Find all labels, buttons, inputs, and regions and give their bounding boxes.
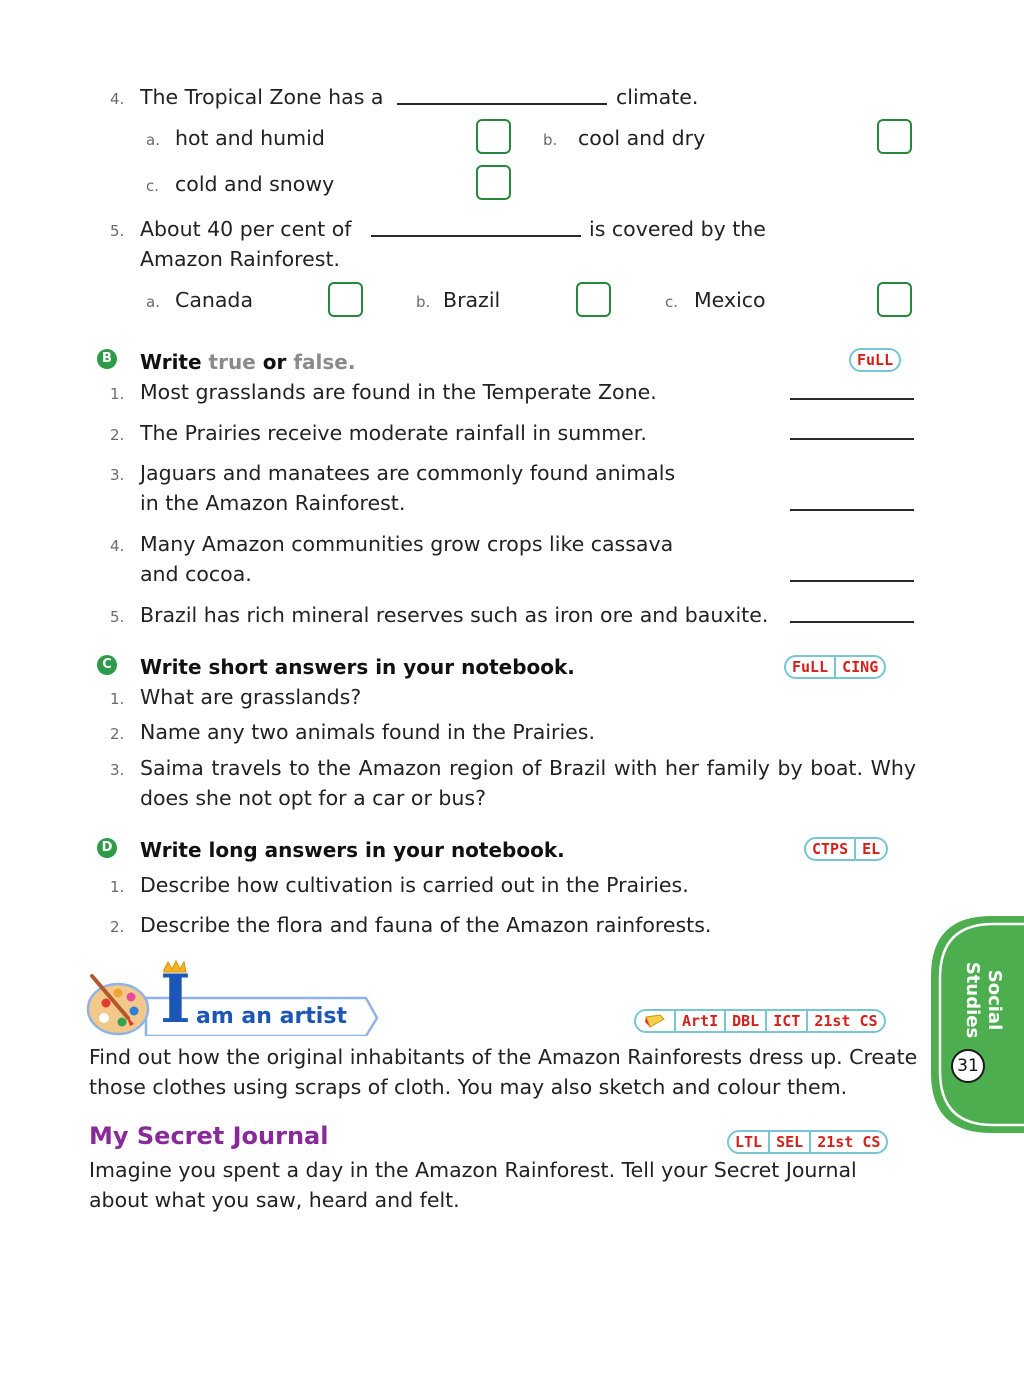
artist-text-line2: those clothes using scraps of cloth. You may also sketch and colour them. — [89, 1075, 848, 1099]
answer-blank[interactable] — [790, 621, 914, 623]
option-checkbox[interactable] — [877, 282, 912, 317]
section-title — [140, 350, 355, 374]
question-text-line2: Amazon Rainforest. — [140, 247, 340, 271]
answer-blank[interactable] — [790, 509, 914, 511]
skill-tag: CING — [834, 657, 884, 677]
skill-tag: EL — [854, 839, 886, 859]
artist-text: Find out how the original inhabitants of the Amazon Rainforests dress up. Create — [89, 1045, 918, 1069]
question-number: 5. — [110, 222, 125, 240]
question-text-end: is covered by the — [589, 217, 766, 241]
skill-tag: ICT — [765, 1011, 806, 1031]
skill-tag: CTPS — [812, 840, 849, 858]
option-label: Mexico — [694, 288, 766, 312]
option-letter: a. — [146, 293, 160, 311]
question-number: 4. — [110, 537, 125, 555]
option-label: Brazil — [443, 288, 501, 312]
question-text: What are grasslands? — [140, 685, 362, 709]
statement-text: Many Amazon communities grow crops like cassava — [140, 532, 674, 556]
artist-big-letter: I — [160, 960, 191, 1038]
option-label: cold and snowy — [175, 172, 335, 196]
journal-title: My Secret Journal — [89, 1122, 329, 1150]
skill-tag: 21st CS — [809, 1132, 886, 1152]
statement-text-line2: and cocoa. — [140, 562, 252, 586]
title-or: or — [262, 350, 287, 374]
section-badge: D — [97, 838, 117, 858]
title-true: true — [208, 350, 256, 374]
question-number: 1. — [110, 690, 125, 708]
page-number: 31 — [951, 1049, 985, 1083]
skill-tag: DBL — [724, 1011, 765, 1031]
question-text: Saima travels to the Amazon region of Brazil with her family by boat. Why — [140, 756, 916, 780]
statement-text: The Prairies receive moderate rainfall in summer. — [140, 421, 647, 445]
answer-blank[interactable] — [790, 438, 914, 440]
question-text: The Tropical Zone has a — [140, 85, 384, 109]
subject-line1: Social — [984, 969, 1005, 1031]
skill-tag: FuLL — [857, 351, 894, 369]
option-label: cool and dry — [578, 126, 706, 150]
question-text-end: climate. — [616, 85, 699, 109]
title-write: Write — [140, 350, 202, 374]
skill-tag: FuLL — [792, 658, 829, 676]
statement-text: Most grasslands are found in the Temperate Zone. — [140, 380, 657, 404]
answer-blank[interactable] — [371, 235, 581, 237]
option-label: hot and humid — [175, 126, 325, 150]
option-checkbox[interactable] — [476, 119, 511, 154]
skill-tags — [784, 655, 886, 679]
journal-text-line2: about what you saw, heard and felt. — [89, 1188, 460, 1212]
answer-blank[interactable] — [790, 580, 914, 582]
question-text-line2: does she not opt for a car or bus? — [140, 786, 486, 810]
option-checkbox[interactable] — [328, 282, 363, 317]
section-title: Write long answers in your notebook. — [140, 838, 565, 862]
question-number: 3. — [110, 466, 125, 484]
statement-text: Brazil has rich mineral reserves such as iron ore and bauxite. — [140, 603, 769, 627]
question-text: Describe the flora and fauna of the Amazon rainforests. — [140, 913, 712, 937]
question-number: 2. — [110, 918, 125, 936]
statement-text: Jaguars and manatees are commonly found animals — [140, 461, 676, 485]
skill-tag: 21st CS — [806, 1011, 883, 1031]
journal-text: Imagine you spent a day in the Amazon Rainforest. Tell your Secret Journal — [89, 1158, 857, 1182]
skill-tags — [634, 1009, 886, 1033]
palette-icon — [88, 976, 148, 1034]
question-text: Name any two animals found in the Prairies. — [140, 720, 595, 744]
section-badge: C — [97, 655, 117, 675]
statement-text-line2: in the Amazon Rainforest. — [140, 491, 406, 515]
skill-tag: LTL — [735, 1133, 763, 1151]
question-number: 4. — [110, 90, 125, 108]
question-text: About 40 per cent of — [140, 217, 352, 241]
section-title: Write short answers in your notebook. — [140, 655, 575, 679]
option-checkbox[interactable] — [576, 282, 611, 317]
question-number: 2. — [110, 725, 125, 743]
skill-tags — [804, 837, 888, 861]
subject-line2: Studies — [962, 961, 983, 1039]
option-label: Canada — [175, 288, 254, 312]
pencil-icon — [636, 1011, 674, 1031]
title-false: false. — [293, 350, 356, 374]
question-number: 2. — [110, 426, 125, 444]
option-letter: b. — [543, 131, 558, 149]
option-letter: a. — [146, 131, 160, 149]
subject-label — [961, 940, 1005, 1060]
option-checkbox[interactable] — [877, 119, 912, 154]
option-letter: c. — [146, 177, 160, 195]
skill-tags — [849, 348, 901, 372]
skill-tag: SEL — [768, 1132, 809, 1152]
answer-blank[interactable] — [790, 398, 914, 400]
question-number: 1. — [110, 385, 125, 403]
question-number: 3. — [110, 761, 125, 779]
skill-tag: ArtI — [674, 1011, 724, 1031]
option-letter: b. — [416, 293, 431, 311]
option-checkbox[interactable] — [476, 165, 511, 200]
option-letter: c. — [665, 293, 679, 311]
artist-title: am an artist — [196, 1004, 347, 1029]
question-number: 1. — [110, 878, 125, 896]
section-badge: B — [97, 349, 117, 369]
answer-blank[interactable] — [397, 103, 607, 105]
question-text: Describe how cultivation is carried out in the Prairies. — [140, 873, 689, 897]
question-number: 5. — [110, 608, 125, 626]
skill-tags — [727, 1130, 888, 1154]
